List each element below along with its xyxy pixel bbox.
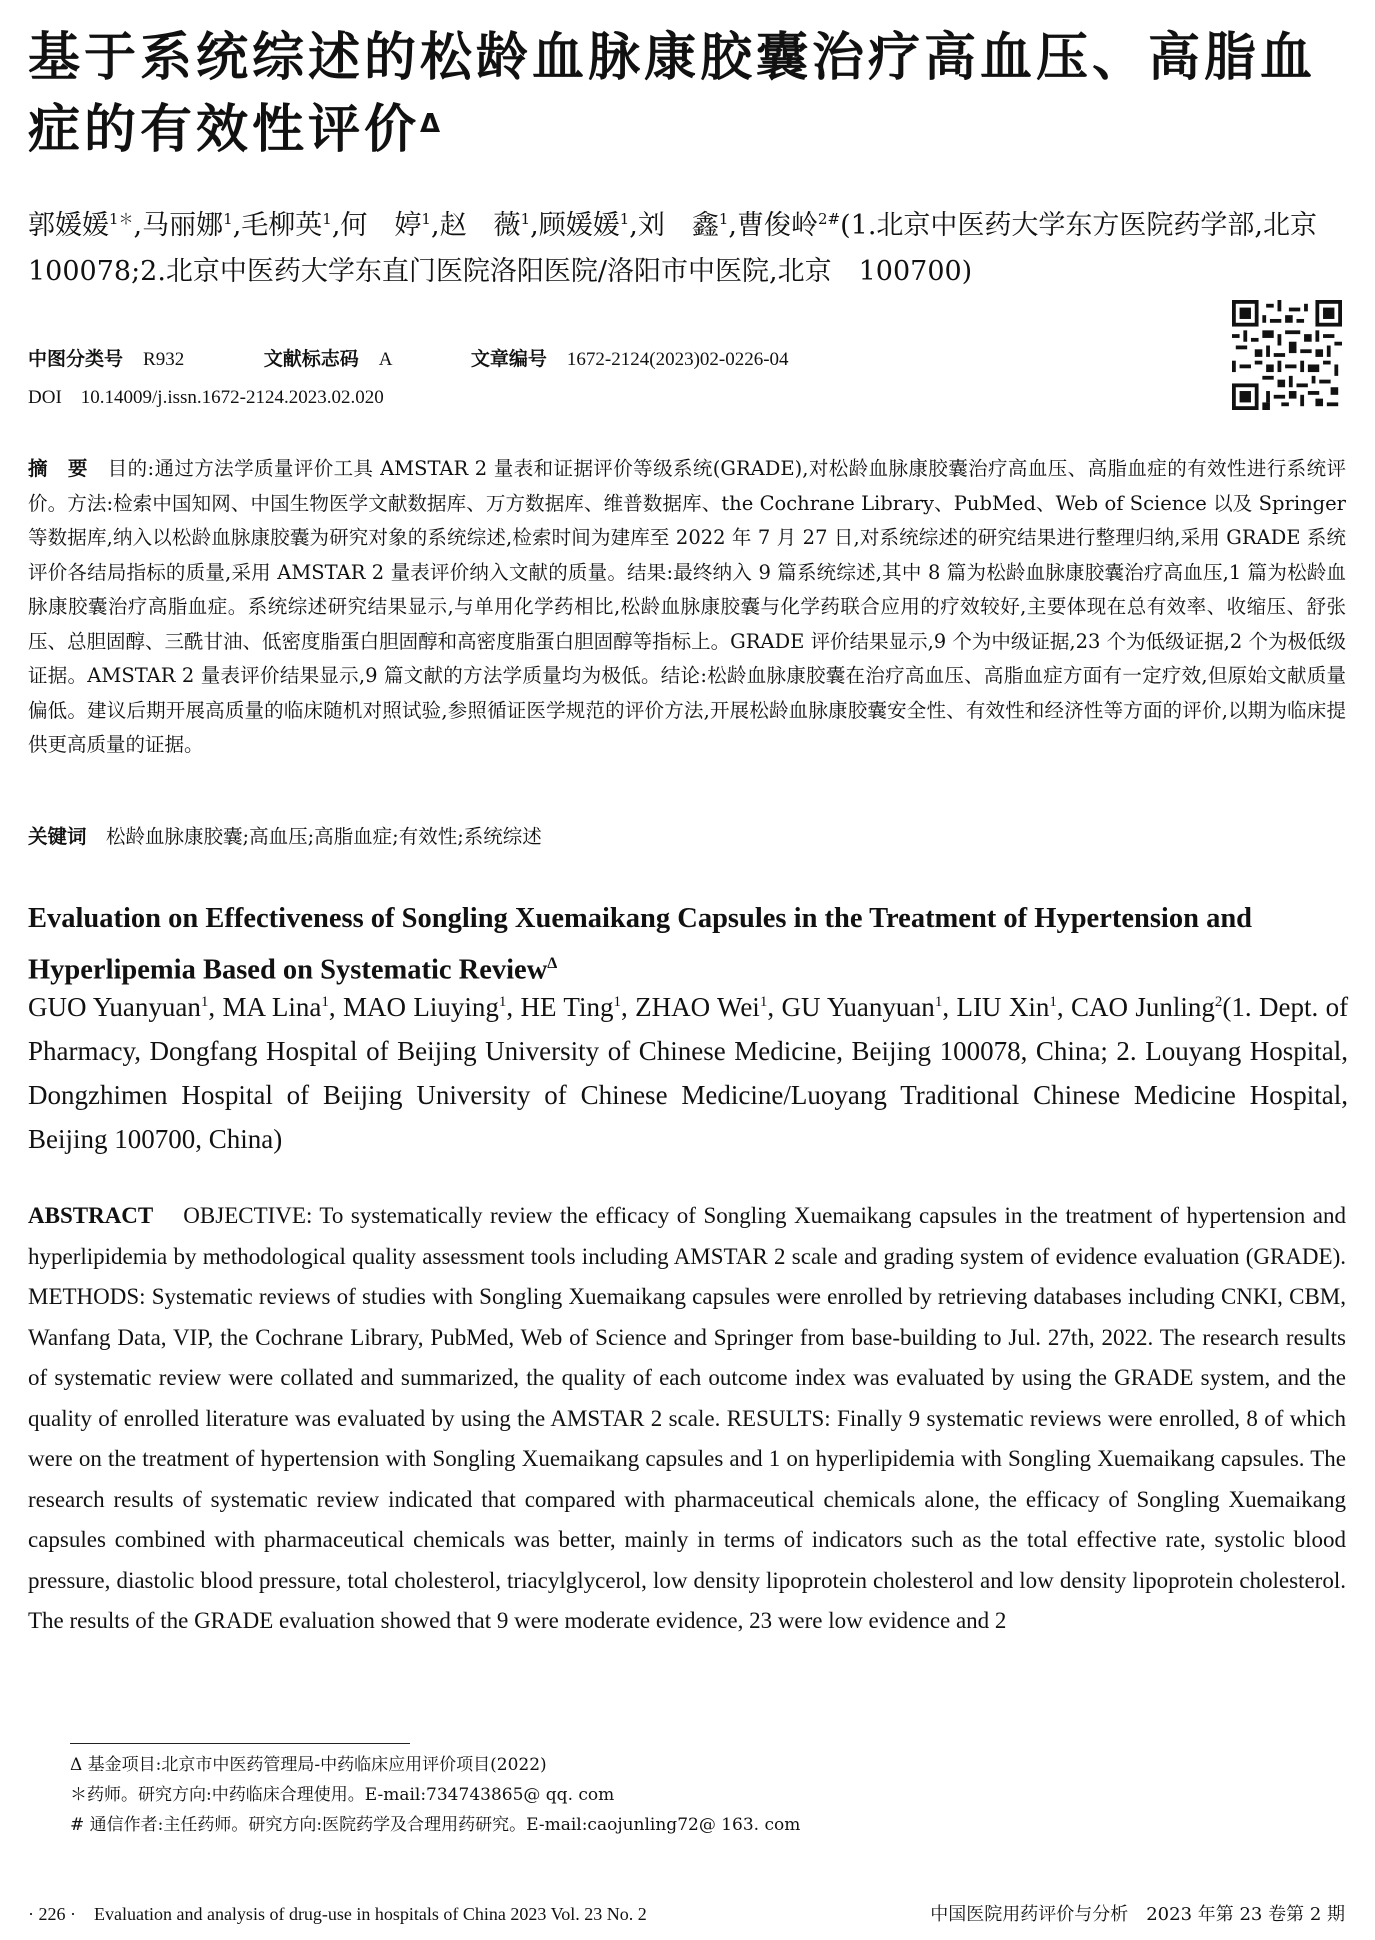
keywords-cn [28,820,1346,854]
footnote-corresponding: # 通信作者:主任药师。研究方向:医院药学及合理用药研究。E-mail:caojunling72@ 163. com [70,1815,801,1835]
clc-label: 中图分类号 [28,348,124,370]
author-cn-affiliation-mark: 1 [322,210,332,228]
article-no-value: 1672-2124(2023)02-0226-04 [566,349,789,370]
footnotes [70,1750,1270,1840]
author-cn-name: 马丽娜 [142,210,224,241]
footnote-divider [70,1743,410,1744]
author-cn-name: 顾媛媛 [538,210,620,241]
article-title-en: Evaluation on Effectiveness of Songling Xuemaikang Capsules in the Treatment of Hypertension and Hyperlipemia Based on Systematic Review$^\Delta$ [28,903,1253,986]
doc-code-label: 文献标志码 [263,348,359,370]
abstract-cn-text: 目的:通过方法学质量评价工具 AMSTAR 2 量表和证据评价等级系统(GRADE),对松龄血脉康胶囊治疗高血压、高脂血症的有效性进行系统评价。方法:检索中国知网、中国生物医学文献数据库、万方数据库、维普数据库、the Cochrane Library、PubMed、Web of Science 以及 Springer 等数据库,纳入以松龄血脉康胶囊为研究对象的系统综述,检索时间为建库至 2022 年 7 月 27 日,对系统综述的研究结果进行整理归纳,采用 GRADE 系统评价各结局指标的质量,采用 AMSTAR 2 量表评价纳入文献的质量。结果:最终纳入 9 篇系统综述,其中 8 篇为松龄血脉康胶囊治疗高血压,1 篇为松龄血脉康胶囊治疗高脂血症。系统综述研究结果显示,与单用化学药相比,松龄血脉康胶囊与化学药联合应用的疗效较好,主要体现在总有效率、收缩压、舒张压、总胆固醇、三酰甘油、低密度脂蛋白胆固醇和高密度脂蛋白胆固醇等指标上。GRADE 评价结果显示,9 个为中级证据,23 个为低级证据,2 个为极低级证据。AMSTAR 2 量表评价结果显示,9 篇文献的方法学质量均为极低。结论:松龄血脉康胶囊在治疗高血压、高脂血症方面有一定疗效,但原始文献质量偏低。建议后期开展高质量的临床随机对照试验,参照循证医学规范的评价方法,开展松龄血脉康胶囊安全性、有效性和经济性等方面的评价,以期为临床提供更高质量的证据。 [28,457,1346,756]
author-list-cn: 郭媛媛$^{1*}$,马丽娜$^1$,毛柳英$^1$,何 婷$^1$,赵 薇$^1$,顾媛媛$^1$,刘 鑫$^1$,曹俊岭$^{2\#}$ [28,210,841,241]
keywords-cn-text: 松龄血脉康胶囊;高血压;高脂血症;有效性;系统综述 [106,825,542,848]
author-cn-name: 赵 薇 [439,210,521,241]
author-en-name: HE Ting [520,992,614,1022]
author-cn-name: 毛柳英 [241,210,323,241]
abstract-en-text: OBJECTIVE: To systematically review the efficacy of Songling Xuemaikang capsules in the treatment of hypertension and hyperlipidemia by methodological quality assessment tools including AMSTAR 2 scale and grading system of evidence evaluation (GRADE). METHODS: Systematic reviews of studies with Songling Xuemaikang capsules were enrolled by retrieving databases including CNKI, CBM, Wanfang Data, VIP, the Cochrane Library, PubMed, Web of Science and Springer from base-building to Jul. 27th, 2022. The research results of systematic review were collated and summarized, the quality of each outcome index was evaluated by using the GRADE system, and the quality of enrolled literature was evaluated by using the AMSTAR 2 scale. RESULTS: Finally 9 systematic reviews were enrolled, 8 of which were on the treatment of hypertension with Songling Xuemaikang capsules and 1 on hyperlipidemia with Songling Xuemaikang capsules. The research results of systematic review indicated that compared with pharmaceutical chemicals alone, the efficacy of Songling Xuemaikang capsules combined with pharmaceutical chemicals was better, mainly in terms of indicators such as the total effective rate, systolic blood pressure, diastolic blood pressure, total cholesterol, triacylglycerol, low density lipoprotein cholesterol and low density lipoprotein cholesterol. The results of the GRADE evaluation showed that 9 were moderate evidence, 23 were low evidence and 2 [28,1203,1346,1633]
author-en-name: GUO Yuanyuan [28,992,201,1022]
abstract-cn-label: 摘 要 [28,457,88,480]
author-cn-affiliation-mark: 1 [520,210,531,228]
author-cn-affiliation-mark: 1 [718,210,729,228]
author-en-affiliation-mark: 1 [498,994,507,1010]
author-en-affiliation-mark: 1 [200,994,209,1010]
author-cn-name: 何 婷 [340,210,422,241]
author-en-name: ZHAO Wei [635,992,760,1022]
article-title-cn: 基于系统综述的松龄血脉康胶囊治疗高血压、高脂血症的有效性评价$^\Delta$ [28,28,1317,160]
author-en-affiliation-mark: 1 [321,994,329,1010]
author-cn-affiliation-mark: 1 [421,210,431,228]
footer-journal-cn: 中国医院用药评价与分析 2023 年第 23 卷第 2 期 [930,1904,1345,1925]
authors-en [28,980,1348,1161]
qr-code-icon [1232,300,1342,410]
footer-journal-en: · 226 · Evaluation and analysis of drug-use in hospitals of China 2023 Vol. 23 No. 2 [28,1904,647,1924]
authors-cn [28,196,1348,295]
author-cn-name: 刘 鑫 [637,210,719,241]
author-en-affiliation-mark: 1 [759,994,768,1010]
author-en-name: MA Lina [222,992,322,1022]
author-cn-affiliation-mark: 1＊ [109,210,134,228]
author-en-name: MAO Liuying [343,992,499,1022]
author-en-affiliation-mark: 1 [613,994,621,1010]
title-fund-mark: Δ [420,109,445,139]
article-meta [28,340,1228,417]
affiliation-en: (1. Dept. of Pharmacy, Dongfang Hospital of Beijing University of Chinese Medicine, Beijing 100078, China; 2. Louyang Hospital, Dongzhimen Hospital of Beijing University of Chinese Medicine/Luoyang Traditional Chinese Medicine Hospital, Beijing 100700, China) [28,992,1349,1154]
author-list-en: GUO Yuanyuan$^1$, MA Lina$^1$, MAO Liuying$^1$, HE Ting$^1$, ZHAO Wei$^1$, GU Yuanyuan$^1$, LIU Xin$^1$, CAO Junling$^2$ [28,992,1223,1022]
article-no-label: 文章编号 [470,348,547,370]
footnote-first-author: ＊药师。研究方向:中药临床合理使用。E-mail:734743865@ qq. com [70,1785,615,1805]
author-cn-name: 曹俊岭 [736,210,818,241]
title-en-fund-mark: Δ [547,955,558,972]
author-en-name: GU Yuanyuan [781,992,935,1022]
author-cn-affiliation-mark: 1 [619,210,630,228]
clc-value: R932 [143,349,185,370]
author-cn-affiliation-mark: 2# [817,210,841,228]
abstract-cn [28,452,1346,763]
abstract-en-label: ABSTRACT [28,1203,154,1228]
author-en-name: CAO Junling [1070,992,1215,1022]
keywords-cn-label: 关键词 [28,825,87,848]
author-cn-name: 郭媛媛 [28,210,109,241]
doc-code-value: A [378,349,392,370]
author-cn-affiliation-mark: 1 [223,210,233,228]
abstract-en [28,1196,1346,1642]
author-en-affiliation-mark: 1 [1049,994,1057,1010]
author-en-name: LIU Xin [956,992,1050,1022]
author-en-affiliation-mark: 2 [1214,994,1223,1010]
author-en-affiliation-mark: 1 [934,994,943,1010]
footnote-fund: Δ 基金项目:北京市中医药管理局-中药临床应用评价项目(2022) [70,1755,547,1775]
doi: DOI 10.14009/j.issn.1672-2124.2023.02.020 [28,387,384,408]
affiliation-cn: (1.北京中医药大学东方医院药学部,北京 100078;2.北京中医药大学东直门医院洛阳医院/洛阳市中医院,北京 100700) [28,210,1344,287]
